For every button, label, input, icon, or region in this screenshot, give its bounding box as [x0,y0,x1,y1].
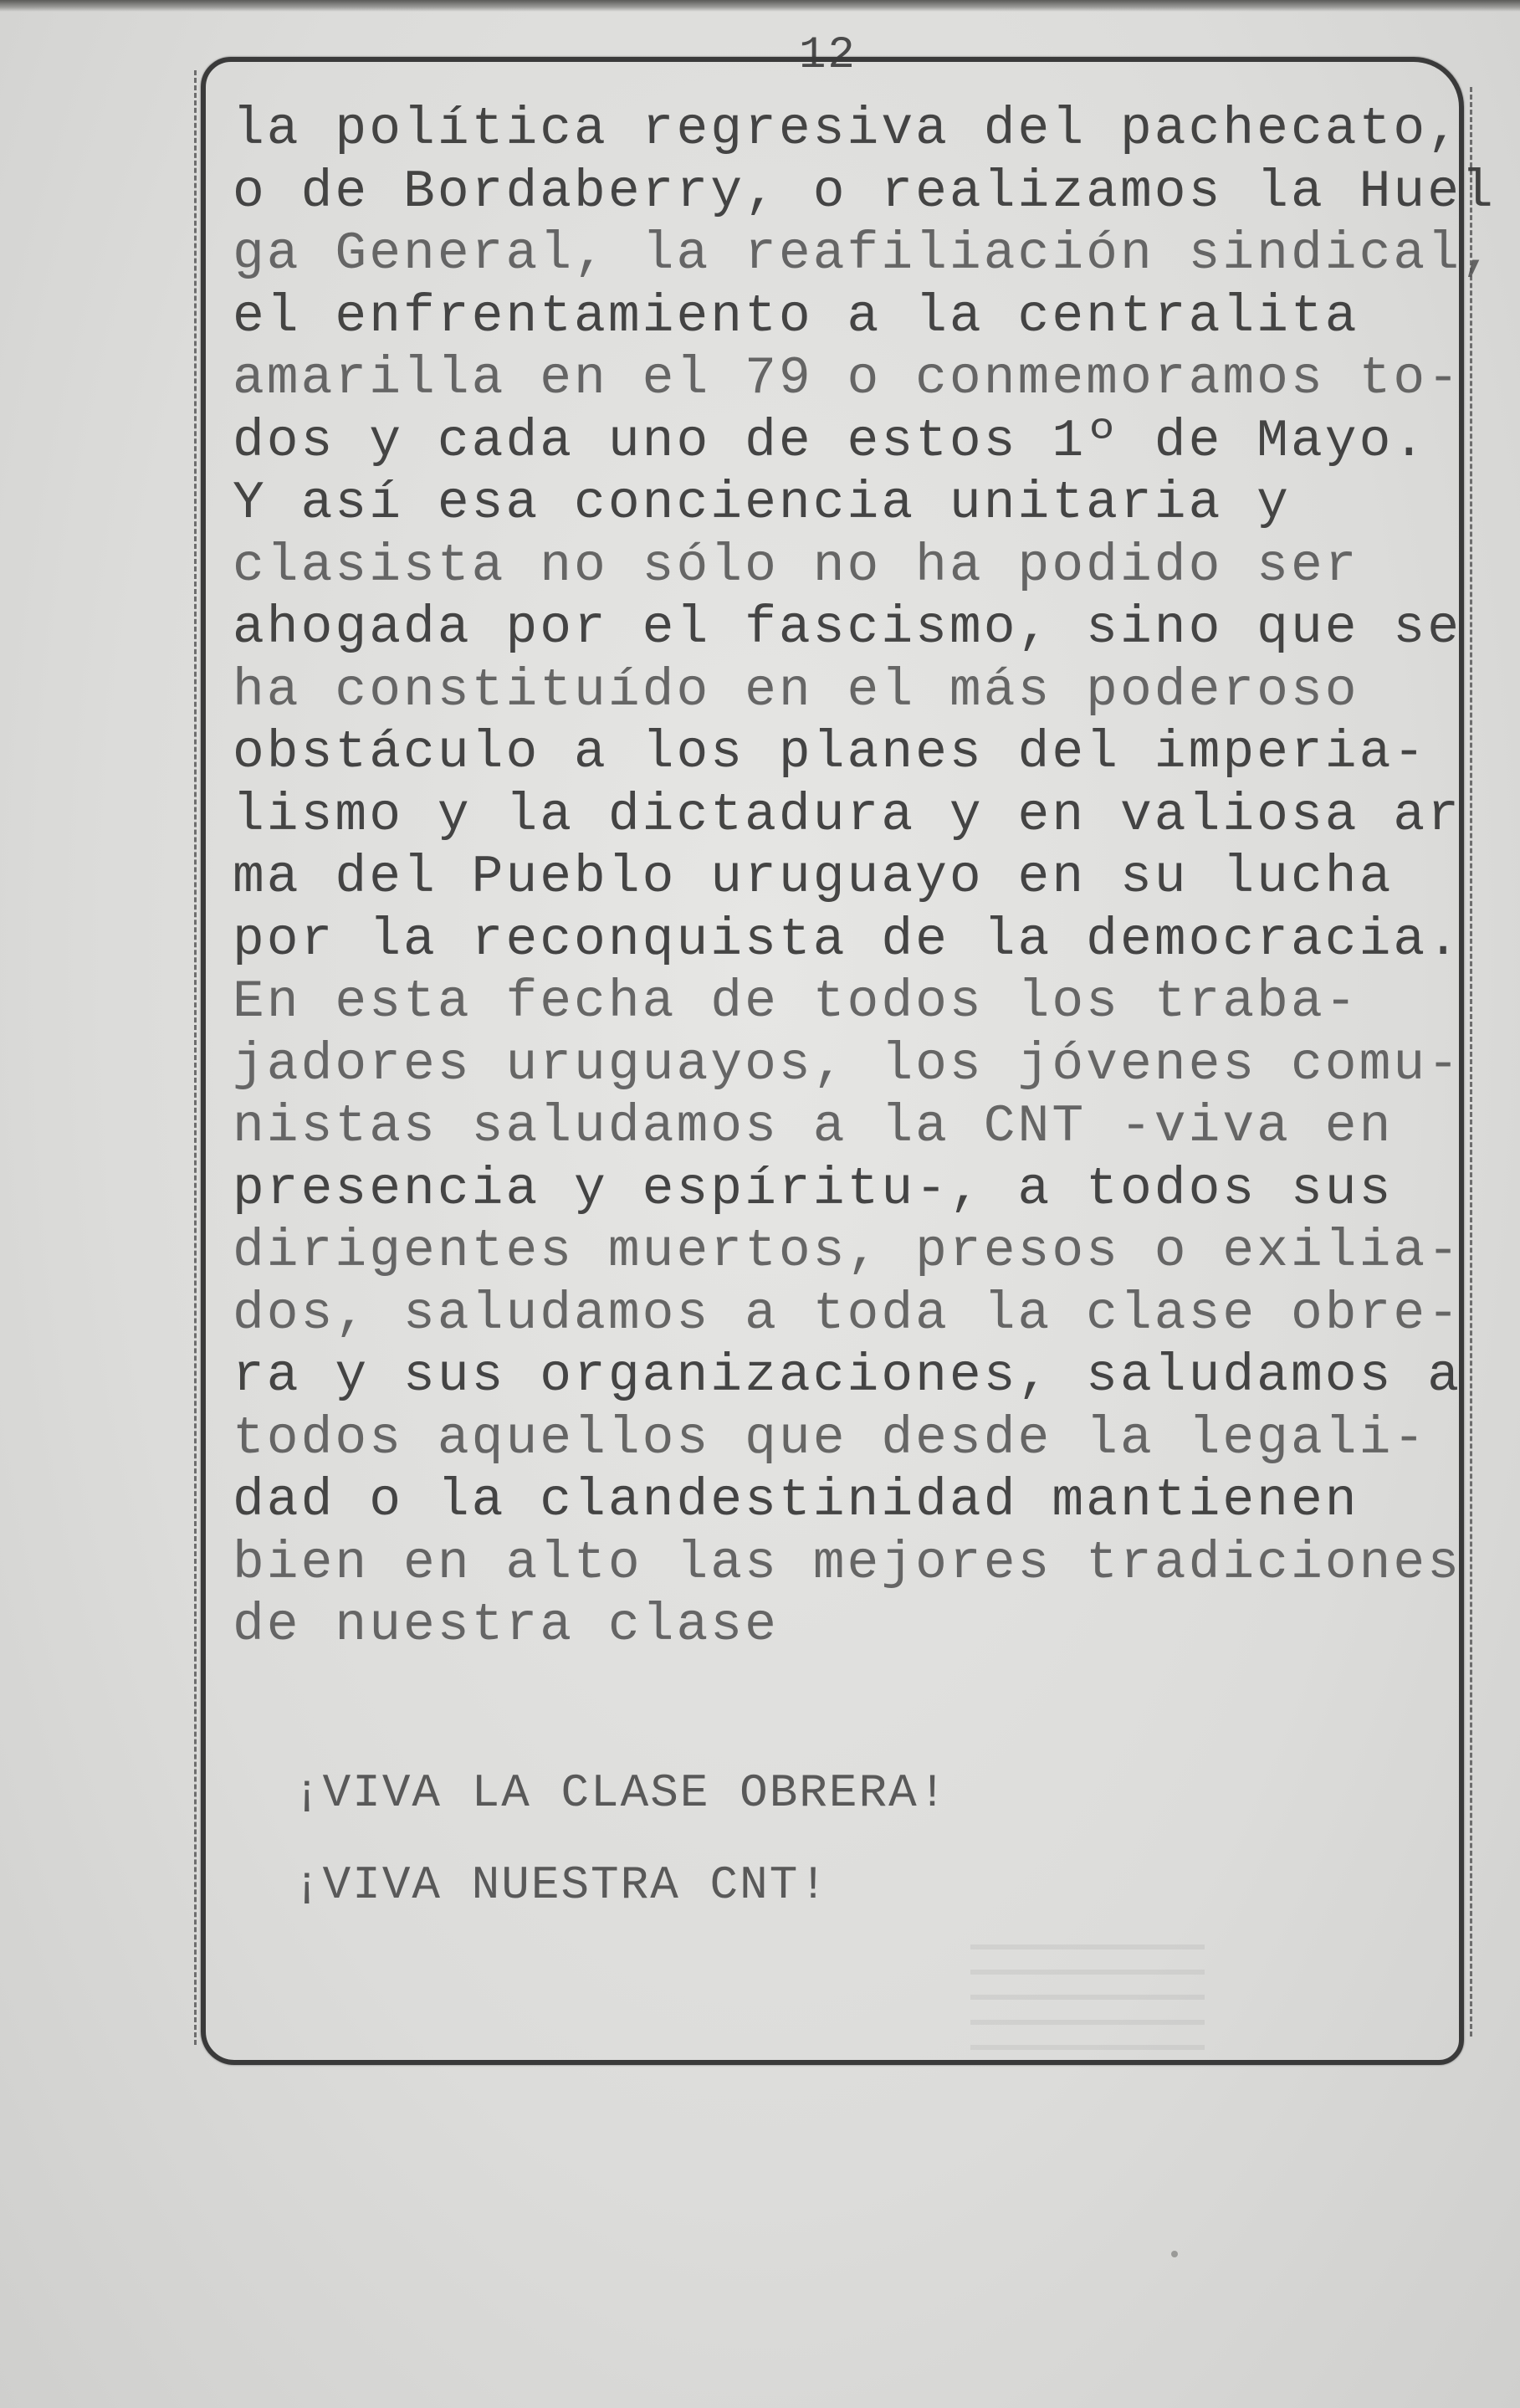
body-line: dos y cada uno de estos 1º de Mayo. [233,411,1428,471]
body-line: dirigentes muertos, presos o exilia- [233,1222,1462,1281]
body-line: todos aquellos que desde la legali- [233,1408,1428,1468]
slogan-line: ¡VIVA LA CLASE OBRERA! [293,1766,949,1820]
body-line: bien en alto las mejores tradiciones [233,1533,1462,1593]
closing-slogans [293,1747,948,1931]
body-line: por la reconquista de la democracia. [233,909,1462,970]
slogan-line: ¡VIVA NUESTRA CNT! [293,1858,829,1912]
paper-speck [1171,2251,1178,2257]
body-line: el enfrentamiento a la centralita [233,286,1359,346]
body-line: ga General, la reafiliación sindical, [233,224,1496,284]
body-line: presencia y espíritu-, a todos sus [233,1159,1394,1219]
body-line: Y así esa conciencia unitaria y [233,474,1291,533]
body-line: nistas saludamos a la CNT -viva en [233,1097,1394,1156]
body-line: ha constituído en el más poderoso [233,660,1359,720]
typed-body-text [233,99,1496,1657]
page-top-edge [0,0,1520,12]
body-line: de nuestra clase [233,1596,779,1655]
body-line: ma del Pueblo uruguayo en su lucha [233,848,1394,907]
body-line: clasista no sólo no ha podido ser [233,535,1359,596]
body-line: obstáculo a los planes del imperia- [233,723,1428,782]
body-line: o de Bordaberry, o realizamos la Huel [233,161,1496,222]
body-line: jadores uruguayos, los jóvenes comu- [233,1034,1462,1094]
body-line: amarilla en el 79 o conmemoramos to- [233,349,1462,408]
body-line: la política regresiva del pachecato, [233,100,1462,159]
body-line: dad o la clandestinidad mantienen [233,1471,1359,1530]
body-line: lismo y la dictadura y en valiosa ar [233,785,1462,845]
page-number: 12 [799,30,857,81]
body-line: ahogada por el fascismo, sino que se [233,598,1462,658]
body-line: ra y sus organizaciones, saludamos a [233,1346,1462,1406]
body-line: dos, saludamos a toda la clase obre- [233,1283,1462,1344]
body-line: En esta fecha de todos los traba- [233,972,1359,1032]
reverse-side-bleed-through [970,1941,1205,2050]
